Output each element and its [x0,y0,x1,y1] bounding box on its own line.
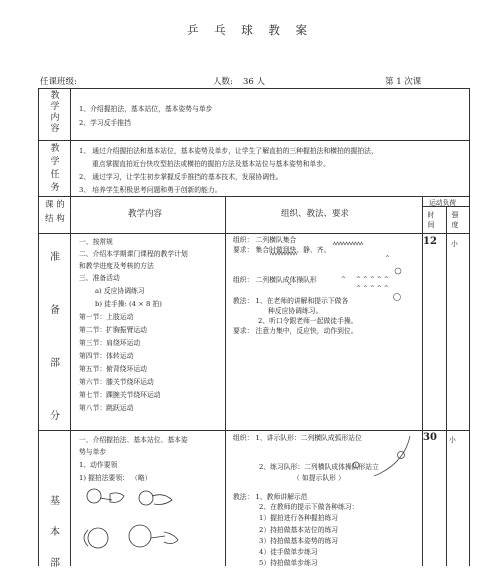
formation-marker: ^ [341,276,347,283]
teacher-marker [395,268,401,274]
structure-label-1: 课 的 [45,200,65,210]
paddle-head [88,528,108,548]
count-label: 人数: [213,77,233,87]
table-right-border [469,88,470,566]
basic-content-line: 势与单步 [79,448,107,456]
basic-method-line: （ 如提示队形 ） [293,474,345,482]
prep-method-line: 组织： 二列横队集合 [233,236,297,244]
prep-method-line: 种反应协调练习。 [268,307,323,315]
basic-content-line: 一、介绍握拍法、基本站位、基本姿 [79,436,188,444]
prep-method-line: 要求： 注意力集中，反应快，动作到位。 [233,327,358,335]
lesson-number: 第 1 次课 [385,77,422,87]
method-column-header: 组织、教法、要求 [281,209,350,219]
column-divider [446,206,447,566]
basic-method-line: 2）持拍做基本站位的练习 [259,526,339,534]
prep-content-line: 第五节：俯背绕环运动 [79,365,147,373]
hand-outline [164,532,178,544]
prep-content-line: 一、按常规 [79,238,113,246]
formation-marker: ^ [287,283,293,290]
basic-method-line: 2、练习队形：二列横队成体操队形站立 [259,463,379,471]
task-item: 3、 培养学生积极思考问题和勇于创新的能力。 [79,186,222,194]
basic-time: 30 [423,432,437,443]
prep-content-line: 三、准备活动 [79,274,120,282]
column-divider [422,196,423,566]
count-value: 36 人 [243,77,266,87]
prep-time: 12 [423,236,437,247]
prep-content-line: 第三节：肩绕环运动 [79,339,141,347]
formation-row-marks [333,242,363,245]
formation-marker: ^ ^ ^ ^ ^ [356,285,389,292]
prep-section-label: 准 备 部 分 [50,252,60,422]
content-row-label: 教 学 内 容 [50,91,60,134]
basic-section-label: 基 本 部 [50,496,60,569]
grip-illustration [80,486,190,566]
structure-label-2: 结 构 [45,214,65,224]
prep-content-line: 二、介绍本学期课门课程的教学计划 [79,250,188,258]
time-column-header: 时 间 [427,211,435,229]
basic-method-line: 组织： 1、讲示队形：二列横队成弧形站位 [233,434,362,442]
row-divider [38,196,470,197]
column-divider [225,196,226,566]
paddle-head [129,525,151,547]
basic-method-line: 4）徒手做单步练习 [259,548,318,556]
tasks-row-label: 教 学 任 务 [50,144,60,193]
task-item: 重点掌握直拍近台快攻型拍法或横拍的握拍方法及基本站位与基本姿势和单步。 [92,160,330,168]
load-column-header: 运动负荷 [429,199,457,207]
prep-content-line: 第四节：体转运动 [79,352,134,360]
basic-method-line: 3）持拍做基本姿势的练习 [259,537,339,545]
prep-content-line: 第七节：踝腕关节绕环运动 [79,391,161,399]
hand-outline [84,530,88,546]
basic-content-line: 1) 握拍法要领： （略） [79,474,152,482]
row-divider [38,140,470,141]
table-left-border [38,88,39,566]
label-column-divider [70,88,71,566]
prep-content-line: b) 徒手操: (4 × 8 拍) [95,300,162,308]
paddle-head [87,489,101,503]
paddle-handle [151,536,165,538]
basic-intensity: 小 [449,436,456,444]
content-item: 2、学习反手推挡 [79,119,131,127]
arc-formation-diagram [290,424,420,484]
basic-method-line: 教法： 1、教师讲解示范 [233,493,308,501]
prep-content-line: 第二节：扩胸振臂运动 [79,326,147,334]
task-item: 1、 通过介绍握拍法和基本站位，基本姿势及单步，让学生了解直拍的三种握拍法和横拍的握拍法， [79,147,378,155]
intensity-column-header: 强 度 [451,211,459,229]
prep-method-line: 组织： 二列横队成体操队形 [233,276,317,284]
prep-content-line: 第一节：上肢运动 [79,313,134,321]
basic-method-line: 1）握拍进行各种握拍练习 [259,514,339,522]
prep-content-line: a) 反应协调练习 [95,287,145,295]
formation-marker: ^ ^ ^ ^ ^ [356,276,389,283]
prep-content-line: 和教学进度及考核的方法 [79,262,154,270]
hand-outline [152,495,172,505]
prep-content-line: 第六节：膝关节绕环运动 [79,378,154,386]
page-title: 乒 乓 球 教 案 [186,23,314,37]
formation-diagram [287,238,420,313]
table-top-border [38,88,470,89]
task-item: 2、 通过学习，让学生初步掌握反手推挡的基本技术，发展协调性。 [79,173,283,181]
content-item: 1、介绍握拍法，基本站位，基本姿势与单步 [79,105,213,113]
formation-marker: ^ [385,255,391,262]
basic-content-line: 1、动作要领 [79,461,118,469]
prep-content-line: 第八节：跳跃运动 [79,404,134,412]
paddle-head [139,491,153,505]
teacher-marker [353,462,359,468]
class-label: 任课班级: [40,77,77,87]
prep-method-line: 2、听口令跟老师一起做徒手操。 [258,317,358,325]
prep-method-line: 教法： 1、在老师的讲解和提示下做各 [233,297,349,305]
prep-intensity: 小 [451,240,458,248]
teacher-marker [394,294,401,301]
teacher-marker [398,452,405,459]
prep-method-line: 要求： 集合时做到快、静、齐。 [233,246,331,254]
basic-method-line: 5）持拍做单步练习 [259,559,318,567]
hand-outline [110,493,124,503]
basic-method-line: 2、在教师的提示下做各种练习： [259,503,359,511]
content-column-header: 教学内容 [128,209,163,219]
